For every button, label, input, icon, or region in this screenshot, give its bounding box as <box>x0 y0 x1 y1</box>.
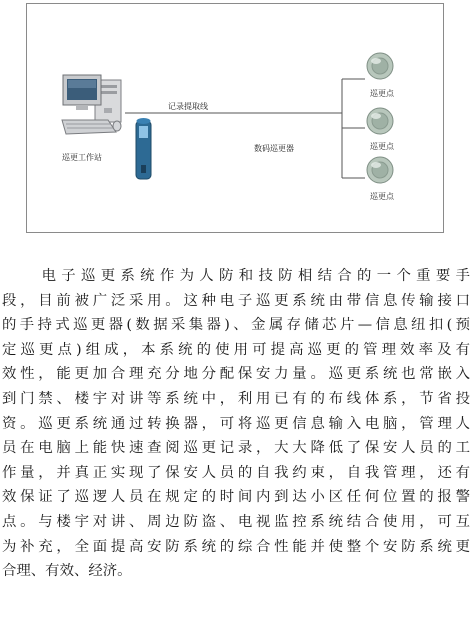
cable-label: 记录提取线 <box>168 102 208 111</box>
article-line: 定巡更点)组成，本系统的使用可提高巡更的管理效率及有 <box>2 341 470 358</box>
article-line: 资。巡更系统通过转换器，可将巡更信息输入电脑，管理人 <box>2 415 470 432</box>
checkpoint-button-icon-2 <box>367 108 393 134</box>
article-body <box>2 264 470 584</box>
article-line: 为补充，全面提高安防系统的综合性能并使整个安防系统更 <box>2 538 470 555</box>
checkpoint-button-icon-1 <box>367 53 393 79</box>
reader-label: 数码巡更器 <box>254 144 294 153</box>
article-line: 电子巡更系统作为人防和技防相结合的一个重要手 <box>2 268 470 284</box>
article-line: 合理、有效、经济。 <box>2 563 132 580</box>
checkpoint-button-icon-3 <box>367 157 393 183</box>
workstation-label: 巡更工作站 <box>62 153 102 162</box>
article-line: 段，目前被广泛采用。这种电子巡更系统由带信息传输接口 <box>2 292 470 309</box>
article-line: 点。与楼宇对讲、周边防盗、电视监控系统结合使用，可互 <box>2 513 470 530</box>
checkpoint-label-2: 巡更点 <box>370 142 394 151</box>
article-line: 到门禁、楼宇对讲等系统中，利用已有的布线体系，节省投 <box>2 390 470 407</box>
workstation-computer-icon <box>62 75 121 134</box>
article-line: 作量，并真正实现了保安人员的自我约束，自我管理，还有 <box>2 464 470 481</box>
connection-lines <box>125 79 365 178</box>
article-paragraph <box>2 264 470 584</box>
article-line: 的手持式巡更器(数据采集器)、金属存储芯片—信息纽扣(预 <box>2 317 470 334</box>
article-line: 效性，能更加合理充分地分配保安力量。巡更系统也常嵌入 <box>2 366 470 383</box>
patrol-reader-icon <box>136 118 151 179</box>
checkpoint-label-3: 巡更点 <box>370 192 394 201</box>
checkpoint-label-1: 巡更点 <box>370 89 394 98</box>
article-line: 效保证了巡逻人员在规定的时间内到达小区任何位置的报警 <box>2 489 470 506</box>
article-line: 员在电脑上能快速查阅巡更记录，大大降低了保安人员的工 <box>2 440 470 457</box>
